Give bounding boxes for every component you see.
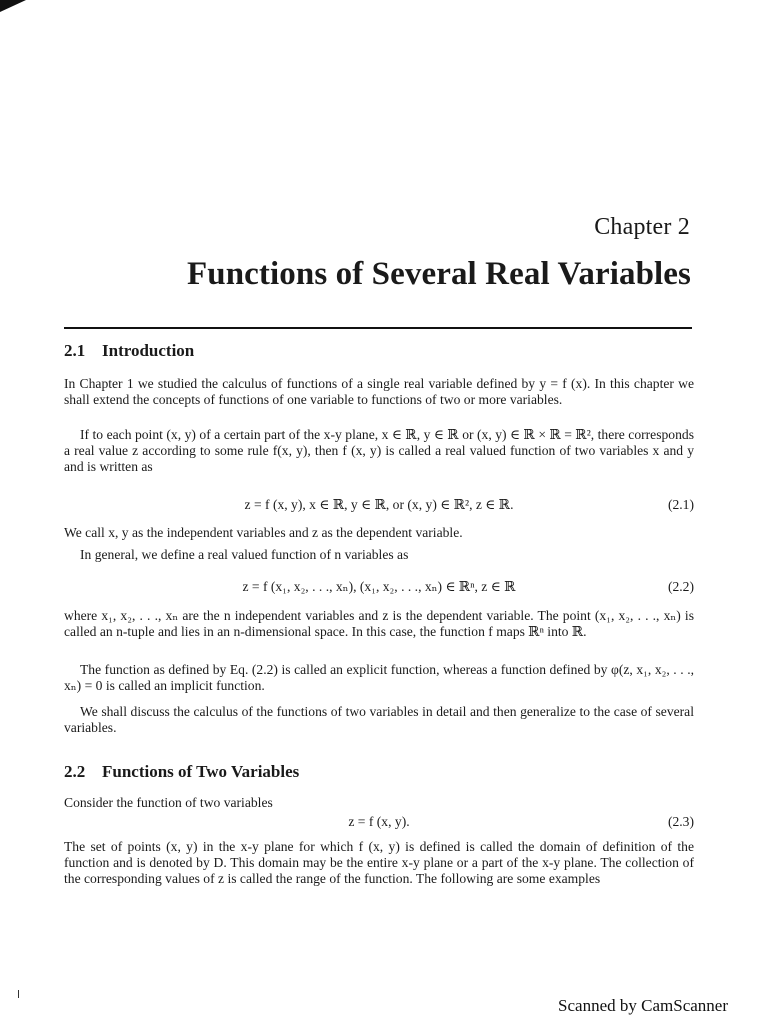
section-title: Functions of Two Variables xyxy=(102,762,300,781)
two-var-paragraph-2: The set of points (x, y) in the x-y plane for which f (x, y) is defined is called the domain of definition of the function and is denoted by D. This domain may be the entire x-y plane or a part of the x-y plane. The collection of the corresponding values of z is called the range of the function. The following are some examples xyxy=(64,839,694,886)
section-heading-intro xyxy=(64,341,194,361)
intro-paragraph-6: The function as defined by Eq. (2.2) is called an explicit function, whereas a function defined by φ(z, x₁, x₂, . . ., xₙ) = 0 is called an implicit function. xyxy=(64,662,694,693)
intro-paragraph-1: In Chapter 1 we studied the calculus of functions of a single real variable defined by y = f (x). In this chapter we shall extend the concepts of functions of one variable to functions of two or more variables. xyxy=(64,376,694,407)
scan-artifact-mark xyxy=(18,990,19,998)
equation-expression: z = f (x, y), x ∈ ℝ, y ∈ ℝ, or (x, y) ∈ ℝ², z ∈ ℝ. xyxy=(244,497,514,512)
equation-2-1 xyxy=(64,497,694,515)
chapter-label: Chapter 2 xyxy=(594,214,690,240)
chapter-title: Functions of Several Real Variables xyxy=(187,256,691,292)
scanner-watermark: Scanned by CamScanner xyxy=(558,996,728,1015)
page-corner-mark xyxy=(0,0,26,12)
intro-paragraph-4: In general, we define a real valued function of n variables as xyxy=(80,547,409,562)
equation-2-2 xyxy=(64,579,694,597)
equation-tag: (2.2) xyxy=(667,579,694,594)
section-number: 2.1 xyxy=(64,341,86,360)
equation-tag: (2.1) xyxy=(667,497,694,512)
two-var-paragraph-1: Consider the function of two variables xyxy=(64,795,273,810)
intro-paragraph-7: We shall discuss the calculus of the functions of two variables in detail and then generalize to the case of several variables. xyxy=(64,704,694,735)
intro-paragraph-2: If to each point (x, y) of a certain part of the x-y plane, x ∈ ℝ, y ∈ ℝ or (x, y) ∈ ℝ × ℝ = ℝ², there corresponds a real value z according to some rule f(x, y), then f (x, y) is called a real valued function of two variables x and y and is written as xyxy=(64,427,694,474)
section-heading-two-variables xyxy=(64,762,299,782)
equation-2-3 xyxy=(64,814,694,832)
section-number: 2.2 xyxy=(64,762,86,781)
section-title: Introduction xyxy=(102,341,195,360)
equation-expression: z = f (x₁, x₂, . . ., xₙ), (x₁, x₂, . . ., xₙ) ∈ ℝⁿ, z ∈ ℝ xyxy=(242,579,516,594)
equation-expression: z = f (x, y). xyxy=(348,814,410,829)
equation-tag: (2.3) xyxy=(667,814,694,829)
chapter-divider xyxy=(64,327,692,329)
intro-paragraph-5: where x₁, x₂, . . ., xₙ are the n independent variables and z is the dependent variable. The point (x₁, x₂, . . ., xₙ) is called an n-tuple and lies in an n-dimensional space. In this case, the function f maps ℝⁿ into ℝ. xyxy=(64,608,694,639)
intro-paragraph-3: We call x, y as the independent variables and z as the dependent variable. xyxy=(64,525,463,540)
